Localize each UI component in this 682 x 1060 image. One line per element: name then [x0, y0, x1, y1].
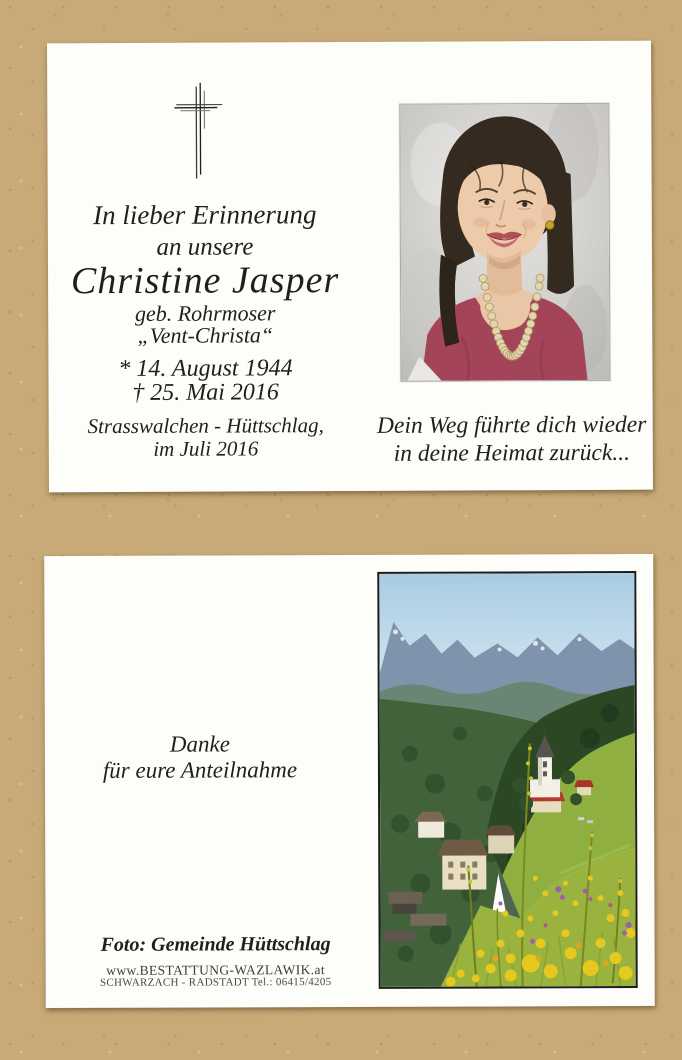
- thank-you-card-back: [44, 554, 655, 1008]
- thanks-text: [45, 731, 355, 784]
- death-date-line: † 25. Mai 2016: [132, 379, 279, 406]
- memorial-month-line: im Juli 2016: [153, 436, 259, 461]
- maiden-name: geb. Rohrmoser: [134, 300, 276, 326]
- funeral-home-contact: SCHWARZACH - RADSTADT Tel.: 06415/4205: [99, 976, 332, 989]
- residence-line: Strasswalchen - Hüttschlag,: [87, 413, 324, 439]
- portrait-photo: [399, 103, 610, 382]
- funeral-home-website: www.BESTATTUNG-WAZLAWIK.at: [106, 962, 326, 978]
- deceased-name: Christine Jasper: [70, 259, 340, 303]
- thanks-line-1: Danke: [169, 731, 230, 757]
- house-name: „Vent-Christa“: [137, 322, 274, 348]
- memorial-cross-icon: [174, 83, 224, 179]
- landscape-photo: [377, 571, 637, 989]
- birth-date-line: * 14. August 1944: [118, 355, 293, 383]
- memorial-card-front: [47, 41, 653, 493]
- memorial-intro-line-2: an unsere: [156, 233, 254, 261]
- farewell-verse-line-2: in deine Heimat zurück...: [393, 439, 630, 467]
- memorial-intro-line-1: In lieber Erinnerung: [92, 199, 317, 231]
- farewell-verse-line-1: Dein Weg führte dich wieder: [376, 411, 647, 439]
- farewell-verse: [371, 411, 653, 468]
- photo-credit: Foto: Gemeinde Hüttschlag: [100, 933, 331, 956]
- thanks-line-2: für eure Anteilnahme: [102, 757, 298, 783]
